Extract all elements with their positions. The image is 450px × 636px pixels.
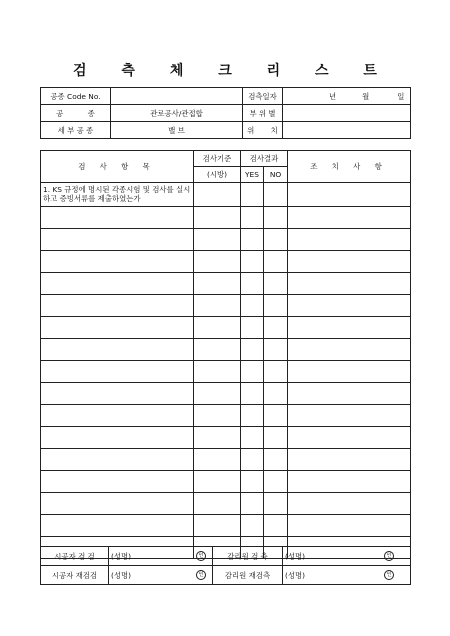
no-cell[interactable]: [264, 229, 288, 251]
no-cell[interactable]: [264, 183, 288, 207]
action-header: 조 치 사 항: [288, 151, 411, 183]
yes-cell[interactable]: [241, 493, 264, 515]
supervisor-reinspect-sign[interactable]: [283, 566, 411, 585]
yes-cell[interactable]: [241, 339, 264, 361]
no-cell[interactable]: [264, 317, 288, 339]
result-header: 검사결과: [241, 151, 288, 167]
yes-cell[interactable]: [241, 449, 264, 471]
no-cell[interactable]: [264, 515, 288, 537]
standard-subheader: (시방): [194, 167, 241, 183]
name-placeholder: (성명): [111, 570, 132, 580]
yes-cell[interactable]: [241, 251, 264, 273]
no-cell[interactable]: [264, 295, 288, 317]
table-row: [41, 405, 411, 427]
date-value[interactable]: [283, 88, 411, 105]
no-cell[interactable]: [264, 449, 288, 471]
standard-cell[interactable]: [194, 295, 241, 317]
item-cell[interactable]: [41, 471, 194, 493]
standard-cell[interactable]: [194, 471, 241, 493]
no-cell[interactable]: [264, 383, 288, 405]
date-month: 월: [362, 91, 370, 101]
location-label: 위 치: [243, 122, 283, 139]
part-value[interactable]: [283, 105, 411, 122]
code-value[interactable]: [111, 88, 243, 105]
table-row: [41, 493, 411, 515]
standard-cell[interactable]: [194, 383, 241, 405]
item-cell[interactable]: [41, 295, 194, 317]
item-cell[interactable]: [41, 251, 194, 273]
name-placeholder: (성명): [111, 551, 132, 561]
action-cell[interactable]: [288, 405, 411, 427]
work-value[interactable]: 관로공사/관접합: [111, 105, 243, 122]
signature-row-1: [41, 547, 411, 566]
item-cell[interactable]: [41, 449, 194, 471]
item-cell[interactable]: [41, 317, 194, 339]
standard-cell[interactable]: [194, 493, 241, 515]
part-label: 부 위 별: [243, 105, 283, 122]
table-row: [41, 427, 411, 449]
yes-cell[interactable]: [241, 317, 264, 339]
name-placeholder: (성명): [285, 551, 306, 561]
standard-cell[interactable]: [194, 183, 241, 207]
detail-value[interactable]: 밸 브: [111, 122, 243, 139]
info-table: [40, 87, 411, 139]
standard-cell[interactable]: [194, 449, 241, 471]
action-cell[interactable]: [288, 317, 411, 339]
no-cell[interactable]: [264, 471, 288, 493]
yes-cell[interactable]: [241, 405, 264, 427]
seal-icon: 인: [196, 551, 206, 561]
check-item-1: 1. KS 규정에 명시된 각종시험 및 검사를 실시하고 증빙서류를 제출하였는가: [41, 183, 194, 207]
yes-cell[interactable]: [241, 229, 264, 251]
contractor-reinspect-sign[interactable]: [109, 566, 213, 585]
page-title: 검 측 체 크 리 스 트: [73, 63, 392, 79]
date-day: 일: [397, 91, 405, 101]
signature-table: [40, 546, 411, 585]
date-year: 년: [329, 91, 337, 101]
yes-cell[interactable]: [241, 471, 264, 493]
yes-cell[interactable]: [241, 207, 264, 229]
action-cell[interactable]: [288, 273, 411, 295]
standard-header: 검사기준: [194, 151, 241, 167]
seal-icon: 인: [384, 570, 394, 580]
action-cell[interactable]: [288, 295, 411, 317]
work-label: 공 종: [41, 105, 111, 122]
item-header: 검 사 항 목: [41, 151, 194, 183]
no-header: NO: [264, 167, 288, 183]
item-cell[interactable]: [41, 339, 194, 361]
table-row: [41, 183, 411, 207]
standard-cell[interactable]: [194, 405, 241, 427]
standard-cell[interactable]: [194, 207, 241, 229]
checklist-header-row: [41, 151, 411, 167]
table-row: [41, 207, 411, 229]
name-placeholder: (성명): [285, 570, 306, 580]
no-cell[interactable]: [264, 405, 288, 427]
standard-cell[interactable]: [194, 251, 241, 273]
yes-cell[interactable]: [241, 361, 264, 383]
action-cell[interactable]: [288, 183, 411, 207]
action-cell[interactable]: [288, 229, 411, 251]
table-row: [41, 295, 411, 317]
contractor-inspect-label: 시공자 검 검: [41, 547, 109, 566]
standard-cell[interactable]: [194, 427, 241, 449]
table-row: [41, 251, 411, 273]
action-cell[interactable]: [288, 361, 411, 383]
seal-icon: 인: [384, 551, 394, 561]
no-cell[interactable]: [264, 273, 288, 295]
yes-cell[interactable]: [241, 273, 264, 295]
item-cell[interactable]: [41, 515, 194, 537]
no-cell[interactable]: [264, 427, 288, 449]
item-cell[interactable]: [41, 493, 194, 515]
item-cell[interactable]: [41, 207, 194, 229]
contractor-inspect-sign[interactable]: [109, 547, 213, 566]
standard-cell[interactable]: [194, 317, 241, 339]
item-cell[interactable]: [41, 229, 194, 251]
table-row: [41, 383, 411, 405]
supervisor-reinspect-label: 감리원 재검측: [213, 566, 283, 585]
location-value[interactable]: [283, 122, 411, 139]
yes-cell[interactable]: [241, 427, 264, 449]
no-cell[interactable]: [264, 361, 288, 383]
table-row: [41, 317, 411, 339]
info-row-detail: [41, 122, 411, 139]
action-cell[interactable]: [288, 427, 411, 449]
table-row: [41, 273, 411, 295]
signature-row-2: [41, 566, 411, 585]
yes-header: YES: [241, 167, 264, 183]
no-cell[interactable]: [264, 251, 288, 273]
table-row: [41, 229, 411, 251]
action-cell[interactable]: [288, 493, 411, 515]
no-cell[interactable]: [264, 207, 288, 229]
supervisor-inspect-sign[interactable]: [283, 547, 411, 566]
table-row: [41, 361, 411, 383]
checklist-table: [40, 150, 411, 559]
yes-cell[interactable]: [241, 383, 264, 405]
info-row-code: [41, 88, 411, 105]
item-cell[interactable]: [41, 361, 194, 383]
table-row: [41, 515, 411, 537]
supervisor-inspect-label: 감리원 검 측: [213, 547, 283, 566]
action-cell[interactable]: [288, 383, 411, 405]
item-cell[interactable]: [41, 383, 194, 405]
table-row: [41, 449, 411, 471]
action-cell[interactable]: [288, 251, 411, 273]
no-cell[interactable]: [264, 339, 288, 361]
standard-cell[interactable]: [194, 361, 241, 383]
action-cell[interactable]: [288, 339, 411, 361]
standard-cell[interactable]: [194, 515, 241, 537]
code-label: 공종 Code No.: [41, 88, 111, 105]
yes-cell[interactable]: [241, 183, 264, 207]
table-row: [41, 339, 411, 361]
info-row-work: [41, 105, 411, 122]
item-cell[interactable]: [41, 427, 194, 449]
no-cell[interactable]: [264, 493, 288, 515]
item-cell[interactable]: [41, 273, 194, 295]
action-cell[interactable]: [288, 515, 411, 537]
action-cell[interactable]: [288, 471, 411, 493]
table-row: [41, 471, 411, 493]
standard-cell[interactable]: [194, 273, 241, 295]
standard-cell[interactable]: [194, 339, 241, 361]
yes-cell[interactable]: [241, 295, 264, 317]
date-label: 검측일자: [243, 88, 283, 105]
detail-label: 세 부 공 종: [41, 122, 111, 139]
seal-icon: 인: [196, 570, 206, 580]
action-cell[interactable]: [288, 449, 411, 471]
standard-cell[interactable]: [194, 229, 241, 251]
item-cell[interactable]: [41, 405, 194, 427]
action-cell[interactable]: [288, 207, 411, 229]
yes-cell[interactable]: [241, 515, 264, 537]
contractor-reinspect-label: 시공자 재검검: [41, 566, 109, 585]
